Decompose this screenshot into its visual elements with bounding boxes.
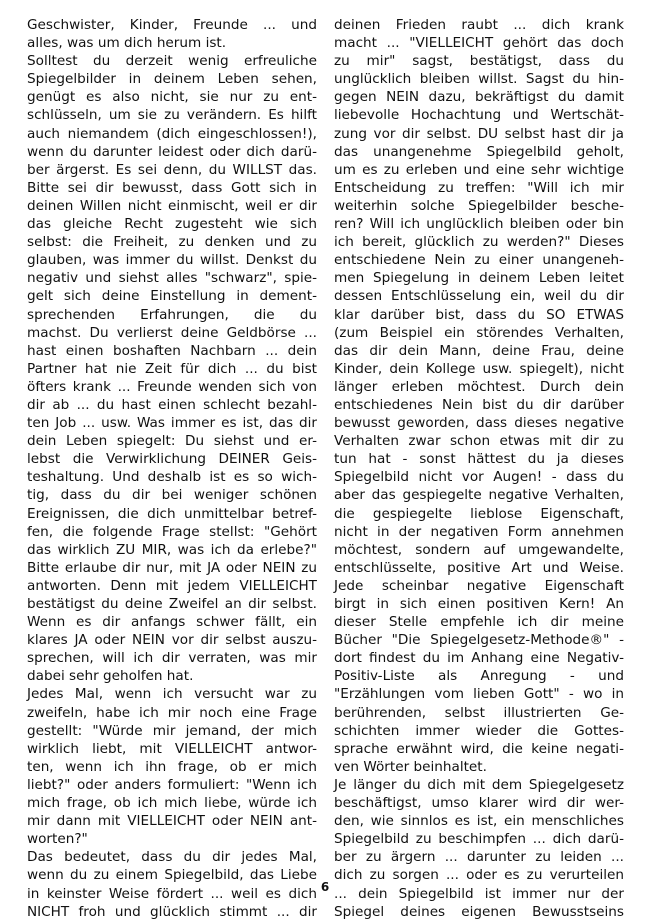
text-line: berührenden, selbst illustrierten Ge- <box>334 704 624 721</box>
text-line: sprechenden Erfahrungen, die du <box>27 306 317 323</box>
text-line: entschiedene Nein zu einer unangeneh- <box>334 252 624 269</box>
text-line: das unangenehme Spiegelbild geholt, <box>334 143 624 160</box>
text-line: länger erleben möchtest. Durch dein <box>334 378 624 395</box>
text-line: zweifeln, habe ich mir noch eine Frage <box>27 704 317 721</box>
text-line: mich frage, ob ich mich liebe, würde ich <box>27 795 317 812</box>
text-line: schlüsseln, um sie zu verändern. Es hilft <box>27 107 317 124</box>
text-line: machst. Du verlierst deine Geldbörse ... <box>27 324 317 341</box>
text-line: "Erzählungen vom lieben Gott" - wo in <box>334 686 624 703</box>
text-line: gegen NEIN dazu, bekräftigst du damit <box>334 89 624 106</box>
text-line: NICHT froh und glücklich stimmt ... dir <box>27 903 317 920</box>
text-line: Kinder, dein Kollege usw. spiegelt), nicht <box>334 360 624 377</box>
text-line: ven Wörter beinhaltet. <box>334 758 487 775</box>
text-line: den, wie sinnlos es ist, ein menschliches <box>334 813 624 830</box>
text-line: men Spiegelung in deinem Leben leitet <box>334 270 624 287</box>
text-line: bestätigst du deine Zweifel an dir selbst. <box>27 596 317 612</box>
text-line: wenn du zu einem Spiegelbild, das Liebe <box>27 867 317 884</box>
text-line: sprache erwähnt wird, die keine negati- <box>334 740 624 757</box>
text-line: Positiv-Liste als Anregung - und <box>334 668 624 685</box>
text-line: liebevolle Hochachtung und Wertschät- <box>334 107 624 124</box>
text-line: dieser Stelle empfehle ich dir meine <box>334 614 624 631</box>
text-line: deinen Frieden raubt ... dich krank <box>334 17 624 33</box>
text-line: hast einen boshaften Nachbarn ... dein <box>27 342 317 359</box>
text-line: birgt in sich einen positiven Kern! An <box>334 596 624 612</box>
text-line: antworten. Denn mit jedem VIELLEICHT <box>27 577 317 594</box>
text-line: möchtest, sondern auf umgewandelte, <box>334 541 624 558</box>
text-line: worten?" <box>27 831 88 848</box>
left-text-column <box>27 16 317 921</box>
text-line: teshaltung. Und deshalb ist es so wich- <box>27 469 317 486</box>
text-line: ber ärgerst. Es sei denn, du WILLST das. <box>27 161 317 178</box>
text-line: in keinster Weise fördert ... weil es dich <box>27 885 317 902</box>
text-line: die gespiegelte lieblose Eigenschaft, <box>334 505 624 522</box>
text-line: klar darüber bist, dass du SO ETWAS <box>334 306 624 323</box>
text-line: Verhalten zwar schon etwas mit dir zu <box>334 433 624 450</box>
text-line: zung vor dir selbst. DU selbst hast dir ja <box>334 125 624 142</box>
text-line: aber das gespiegelte negative Verhalten, <box>334 487 624 504</box>
text-line: Bücher "Die Spiegelgesetz-Methode®" - <box>334 632 624 649</box>
text-line: lebst die Verwirklichung DEINER Geis- <box>27 451 317 468</box>
text-line: dessen Entschlüsselung ein, weil du dir <box>334 288 624 305</box>
text-line: weiterhin solche Spiegelbilder besche- <box>334 197 624 214</box>
text-line: liebt?" oder anders formuliert: "Wenn ich <box>27 776 317 793</box>
right-text-column <box>334 16 624 921</box>
text-line: dabei sehr geholfen hat. <box>27 668 194 685</box>
text-line: Spiegel deines eigenen Bewusstseins <box>334 903 624 920</box>
text-line: Spiegelbild nicht vor Augen! - dass du <box>334 469 624 486</box>
text-line: wenn du darunter leidest oder dich darü- <box>27 143 317 160</box>
text-line: Spiegelbilder in deinem Leben sehen, <box>27 71 317 88</box>
text-line: Das bedeutet, dass du dir jedes Mal, <box>27 849 317 866</box>
page-number: 6 <box>320 880 330 894</box>
text-line: sprechen, will ich dir verraten, was mir <box>27 650 317 667</box>
text-line: Wenn es dir anfangs schwer fällt, ein <box>27 614 317 631</box>
text-line: Bitte sei dir bewusst, dass Gott sich in <box>27 179 317 196</box>
text-line: Bitte erlaube dir nur, mit JA oder NEIN zu <box>27 559 317 576</box>
text-line: ber zu ärgern ... darunter zu leiden ... <box>334 849 624 866</box>
text-line: macht ... "VIELLEICHT gehört das doch <box>334 35 624 52</box>
text-line: gelt sich deine Einstellung in dement- <box>27 288 317 305</box>
text-line: zu mir" sagst, bestätigst, dass du <box>334 53 624 70</box>
text-line: schichten immer wieder die Gottes- <box>334 722 624 739</box>
text-line: ren? Will ich unglücklich bleiben oder bin <box>334 216 624 233</box>
text-line: selbst: die Freiheit, zu denken und zu <box>27 234 317 251</box>
text-line: deinen Willen nicht einmischt, weil er dir <box>27 197 317 214</box>
text-line: Spiegelbild zu beschimpfen ... dich darü- <box>334 831 624 848</box>
text-line: (zum Beispiel ein störendes Verhalten, <box>334 324 624 341</box>
text-line: das gleiche Recht zugesteht wie sich <box>27 216 317 233</box>
text-line: dort findest du im Anhang eine Negativ- <box>334 650 624 667</box>
text-line: wirklich liebt, mit VIELLEICHT antwor- <box>27 740 317 757</box>
text-line: Jede scheinbar negative Eigenschaft <box>334 577 624 594</box>
text-line: Geschwister, Kinder, Freunde ... und <box>27 17 317 33</box>
text-line: alles, was um dich herum ist. <box>27 35 227 52</box>
text-line: bewusst geworden, dass dieses negative <box>334 415 624 432</box>
text-line: unglücklich bleiben willst. Sagst du hin- <box>334 71 624 88</box>
text-line: ten Job ... usw. Was immer es ist, das dir <box>27 415 317 432</box>
text-line: tun hat - sonst hättest du ja dieses <box>334 451 624 468</box>
text-line: Ereignissen, die dich unmittelbar betref- <box>27 505 317 522</box>
text-line: mir dann mit VIELLEICHT oder NEIN ant- <box>27 813 317 830</box>
text-line: glauben, was immer du willst. Denkst du <box>27 252 317 269</box>
text-line: dir ab ... du hast einen schlecht bezahl- <box>27 396 317 413</box>
text-line: klares JA oder NEIN vor dir selbst auszu- <box>27 632 317 649</box>
text-line: entschlüsselte, positive Art und Weise. <box>334 559 624 576</box>
text-line: entschiedenes Nein bist du dir darüber <box>334 396 624 413</box>
text-line: auch niemandem (dich eingeschlossen!), <box>27 125 317 142</box>
text-line: ten, wenn ich ihn frage, ob er mich <box>27 758 317 775</box>
text-line: negativ und siehst alles "schwarz", spie- <box>27 270 317 287</box>
text-line: um es zu erleben und eine sehr wichtige <box>334 161 624 178</box>
text-line: tig, dass du dir bei weniger schönen <box>27 487 317 504</box>
text-line: dein Leben spiegelt: Du siehst und er- <box>27 433 317 450</box>
text-line: das dir dein Mann, deine Frau, deine <box>334 342 624 359</box>
text-line: Solltest du derzeit wenig erfreuliche <box>27 53 317 70</box>
text-line: öfters krank ... Freunde wenden sich von <box>27 378 317 395</box>
text-line: ... dein Spiegelbild ist immer nur der <box>334 885 624 902</box>
text-line: nicht in der negativen Form annehmen <box>334 523 624 540</box>
text-line: Jedes Mal, wenn ich versucht war zu <box>27 686 317 703</box>
text-line: gestellt: "Würde mir jemand, der mich <box>27 722 317 739</box>
text-line: das wirklich ZU MIR, was ich da erlebe?" <box>27 541 317 558</box>
text-line: dich zu sorgen ... oder es zu verurteilen <box>334 867 624 884</box>
text-line: genügt es also nicht, sie nur zu ent- <box>27 89 317 106</box>
text-line: beschäftigst, umso klarer wird dir wer- <box>334 795 624 812</box>
text-line: Je länger du dich mit dem Spiegelgesetz <box>334 776 624 793</box>
text-line: ich bereit, glücklich zu werden?" Dieses <box>334 234 624 251</box>
text-line: Partner hat nie Zeit für dich ... du bist <box>27 360 317 377</box>
text-line: fen, die folgende Frage stellst: "Gehört <box>27 523 317 540</box>
text-line: Entscheidung zu treffen: "Will ich mir <box>334 179 624 196</box>
